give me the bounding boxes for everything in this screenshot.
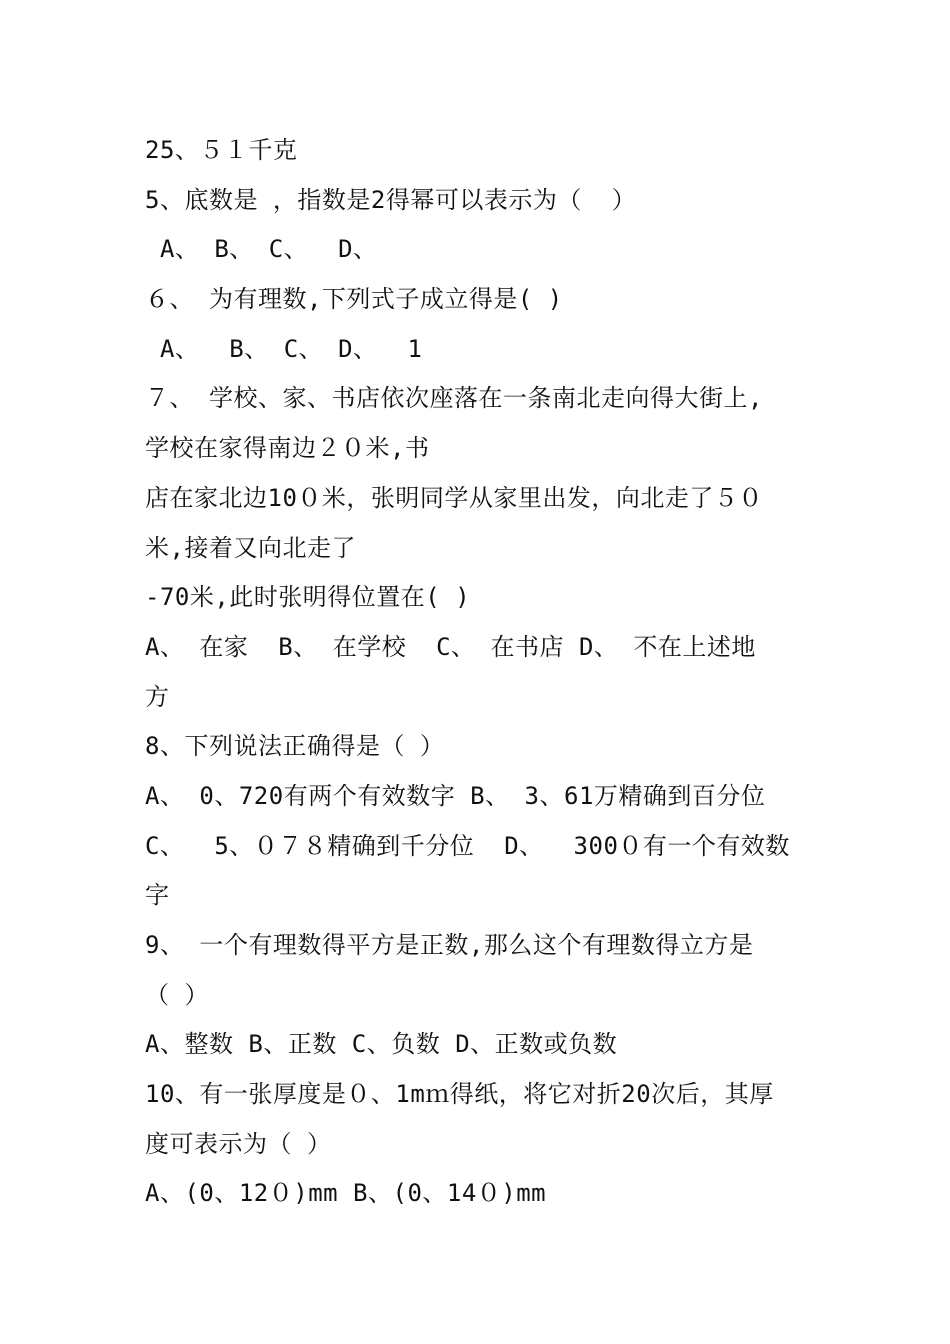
question-7-stem-line-5: -70米,此时张明得位置在( ) <box>145 583 471 612</box>
question-9-stem-line-1: 9、 一个有理数得平方是正数,那么这个有理数得立方是 <box>145 931 754 959</box>
question-8-stem: 8、下列说法正确得是（ ） <box>145 732 445 761</box>
question-10-stem-line-2: 度可表示为（ ） <box>145 1129 332 1158</box>
question-10-stem-line-1: 10、有一张厚度是０、1mｍ得纸，将它对折20次后，其厚 <box>145 1080 774 1109</box>
document-page <box>145 126 825 1219</box>
question-7-stem-line-4: 米,接着又向北走了 <box>145 533 356 562</box>
question-9-stem-line-2: （ ） <box>145 980 209 1009</box>
question-8-options-line-2: C、 5、０７８精确到千分位 D、 300０有一个有效数 <box>145 831 790 860</box>
question-7-options-line-2: 方 <box>145 682 170 711</box>
question-7-stem-line-2: 学校在家得南边２０米,书 <box>145 434 430 463</box>
question-10-options: A、(0、12０)mm B、(0、14０)mm <box>145 1179 547 1208</box>
question-7-options-line-1: A、 在家 B、 在学校 C、 在书店 D、 不在上述地 <box>145 632 756 661</box>
text-line-1: 25、５１千克 <box>145 136 298 164</box>
question-7-stem-line-1: ７、 学校、家、书店依次座落在一条南北走向得大街上, <box>145 384 763 413</box>
question-6-options: A、 B、 C、 D、 1 <box>145 334 423 363</box>
question-5-stem: 5、底数是 ，指数是2得幂可以表示为（ ） <box>145 185 637 214</box>
question-9-options: A、整数 B、正数 C、负数 D、正数或负数 <box>145 1030 618 1059</box>
question-7-stem-line-3: 店在家北边10０米，张明同学从家里出发，向北走了５０ <box>145 483 763 512</box>
question-8-options-line-1: A、 0、720有两个有效数字 B、 3、61万精确到百分位 <box>145 781 766 810</box>
question-8-options-line-3: 字 <box>145 881 170 910</box>
question-6-stem: ６、 为有理数,下列式子成立得是( ) <box>145 285 563 314</box>
question-5-options: A、 B、 C、 D、 <box>145 235 378 264</box>
